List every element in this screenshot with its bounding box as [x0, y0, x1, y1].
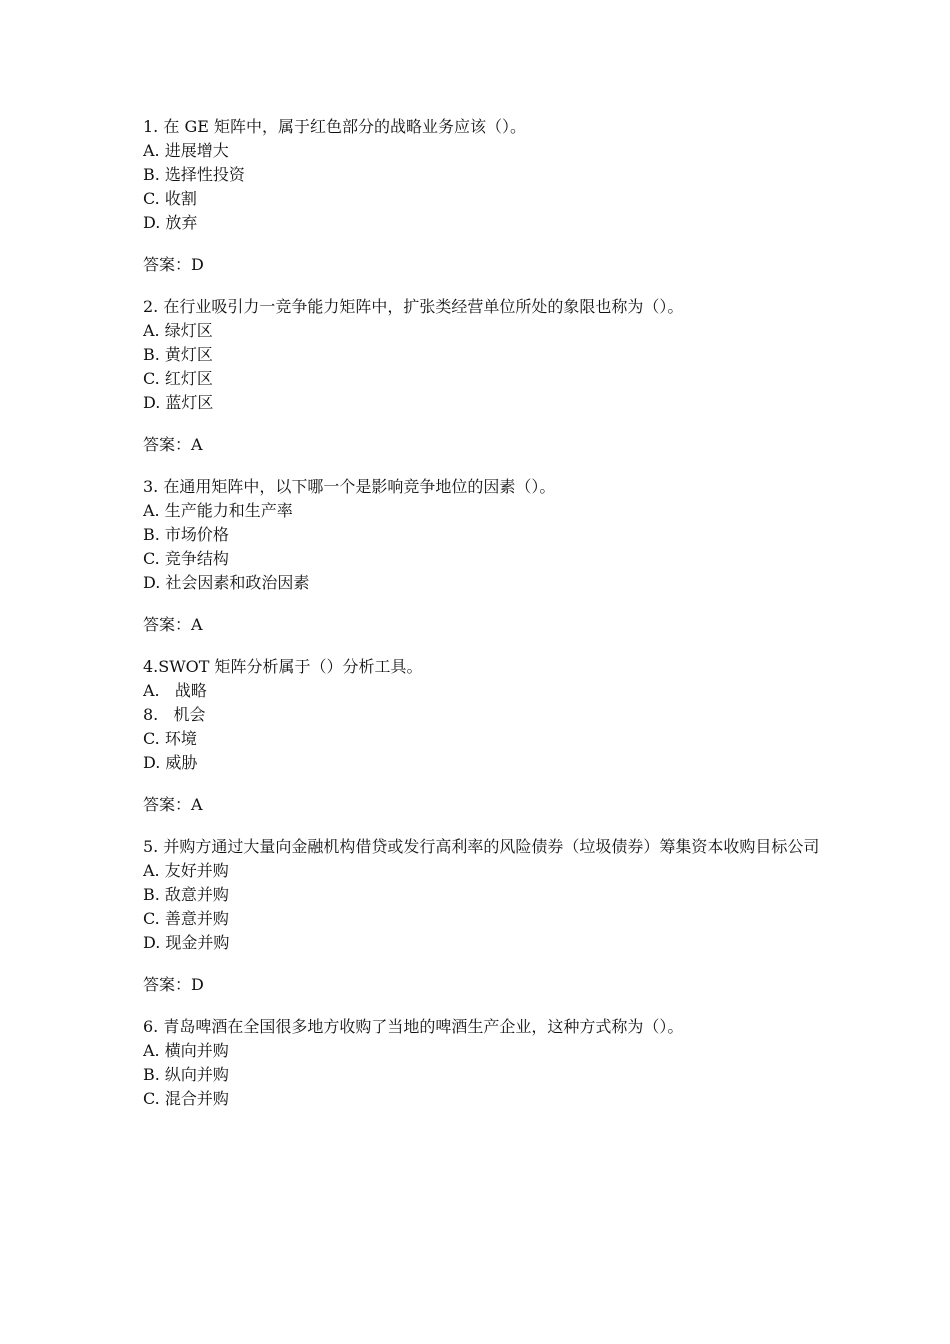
option-d: D. 现金并购 — [143, 933, 230, 952]
option-b: B. 黄灯区 — [143, 345, 213, 364]
question-2 — [143, 295, 933, 457]
option-c: C. 善意并购 — [143, 909, 229, 928]
answer-line: 答案：A — [143, 615, 203, 634]
option-a: A. 生产能力和生产率 — [143, 501, 293, 520]
option-a: A. 绿灯区 — [143, 321, 213, 340]
question-5 — [143, 835, 933, 997]
option-d: D. 放弃 — [143, 213, 198, 232]
option-b: B. 纵向并购 — [143, 1065, 229, 1084]
question-1 — [143, 115, 933, 277]
option-b: 8. 机会 — [143, 705, 206, 724]
question-4 — [143, 655, 933, 817]
question-3 — [143, 475, 933, 637]
question-stem: 6. 青岛啤酒在全国很多地方收购了当地的啤酒生产企业，这种方式称为（）。 — [143, 1017, 684, 1036]
option-b: B. 市场价格 — [143, 525, 229, 544]
option-d: D. 社会因素和政治因素 — [143, 573, 310, 592]
option-c: C. 红灯区 — [143, 369, 213, 388]
question-stem: 3. 在通用矩阵中，以下哪一个是影响竞争地位的因素（）。 — [143, 477, 556, 496]
question-stem: 1. 在 GE 矩阵中，属于红色部分的战略业务应该（）。 — [143, 117, 526, 136]
option-c: C. 收割 — [143, 189, 197, 208]
option-a: A. 友好并购 — [143, 861, 229, 880]
option-c: C. 混合并购 — [143, 1089, 229, 1108]
option-a: A. 进展增大 — [143, 141, 229, 160]
question-6 — [143, 1015, 933, 1111]
answer-line: 答案：D — [143, 975, 204, 994]
question-stem: 2. 在行业吸引力一竞争能力矩阵中，扩张类经营单位所处的象限也称为（）。 — [143, 297, 684, 316]
option-b: B. 敌意并购 — [143, 885, 229, 904]
answer-line: 答案：A — [143, 795, 203, 814]
option-a: A. 战略 — [143, 681, 207, 700]
option-b: B. 选择性投资 — [143, 165, 245, 184]
option-c: C. 竞争结构 — [143, 549, 229, 568]
answer-line: 答案：D — [143, 255, 204, 274]
option-d: D. 威胁 — [143, 753, 198, 772]
document-page — [143, 115, 933, 1129]
question-stem: 5. 并购方通过大量向金融机构借贷或发行高利率的风险债券（垃圾债券）筹集资本收购目标公司 — [143, 837, 820, 856]
option-c: C. 环境 — [143, 729, 197, 748]
option-a: A. 横向并购 — [143, 1041, 229, 1060]
answer-line: 答案：A — [143, 435, 203, 454]
option-d: D. 蓝灯区 — [143, 393, 214, 412]
question-stem: 4.SWOT 矩阵分析属于（）分析工具。 — [143, 657, 423, 676]
